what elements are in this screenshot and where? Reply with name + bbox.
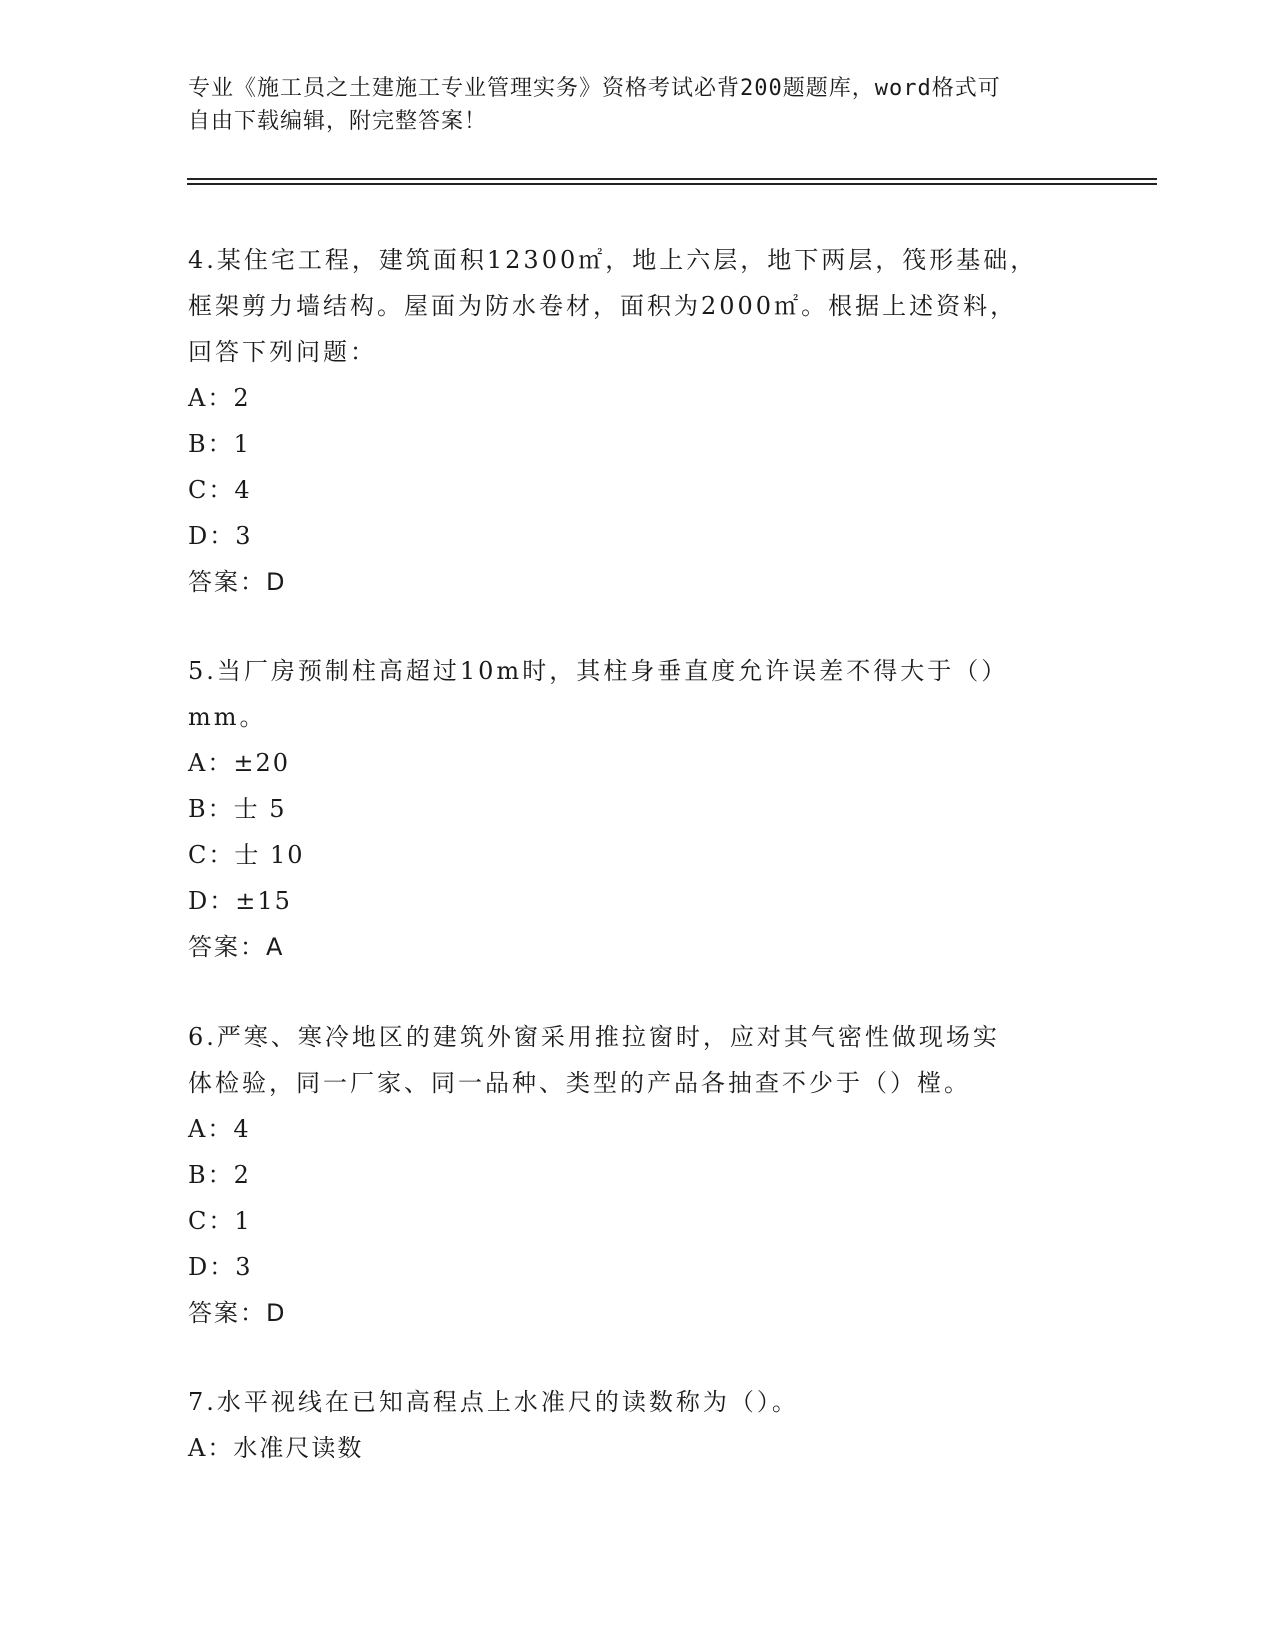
option-text: 2 bbox=[233, 384, 251, 412]
option-key: D： bbox=[188, 522, 236, 550]
option-key: A： bbox=[188, 1115, 234, 1143]
option-key: B： bbox=[188, 795, 234, 823]
option-key: C： bbox=[188, 476, 235, 504]
option-text: 3 bbox=[235, 522, 253, 550]
option-text: 士 10 bbox=[234, 841, 305, 869]
option-a bbox=[188, 1106, 1088, 1152]
question-stem-line: 7.水平视线在已知高程点上水准尺的读数称为（）。 bbox=[188, 1388, 799, 1416]
question-stem-line: 5.当厂房预制柱高超过10m时，其柱身垂直度允许误差不得大于（） bbox=[188, 657, 1009, 685]
option-text: ±15 bbox=[235, 887, 292, 915]
option-c bbox=[188, 1198, 1088, 1244]
option-a bbox=[188, 740, 1088, 786]
option-key: B： bbox=[188, 430, 234, 458]
option-text: 1 bbox=[234, 1207, 252, 1235]
option-text: 1 bbox=[233, 430, 251, 458]
option-b bbox=[188, 786, 1088, 832]
header-line-2: 自由下载编辑，附完整答案！ bbox=[188, 109, 488, 134]
option-key: D： bbox=[188, 887, 236, 915]
question-stem-line: 回答下列问题： bbox=[188, 338, 377, 366]
option-key: C： bbox=[188, 1207, 235, 1235]
header-divider-top bbox=[187, 178, 1157, 180]
question-stem-line: mm。 bbox=[188, 703, 267, 731]
option-d bbox=[188, 1244, 1088, 1290]
question-5 bbox=[188, 648, 1088, 970]
option-text: 2 bbox=[233, 1161, 251, 1189]
question-stem-line: 框架剪力墙结构。屋面为防水卷材，面积为2000㎡。根据上述资料， bbox=[188, 292, 1018, 320]
option-d bbox=[188, 878, 1088, 924]
option-text: 4 bbox=[233, 1115, 251, 1143]
option-a bbox=[188, 375, 1088, 421]
option-c bbox=[188, 832, 1088, 878]
document-header bbox=[188, 72, 1068, 138]
question-4 bbox=[188, 237, 1088, 605]
option-text: ±20 bbox=[233, 749, 290, 777]
option-key: A： bbox=[188, 1434, 234, 1462]
question-6 bbox=[188, 1014, 1088, 1336]
option-b bbox=[188, 421, 1088, 467]
option-key: B： bbox=[188, 1161, 234, 1189]
option-key: D： bbox=[188, 1253, 236, 1281]
question-stem-line: 6.严寒、寒冷地区的建筑外窗采用推拉窗时，应对其气密性做现场实 bbox=[188, 1023, 1000, 1051]
option-key: A： bbox=[188, 749, 234, 777]
answer: 答案：A bbox=[188, 933, 285, 961]
option-key: C： bbox=[188, 841, 235, 869]
option-text: 水准尺读数 bbox=[233, 1434, 364, 1462]
question-7 bbox=[188, 1379, 1088, 1471]
answer: 答案：D bbox=[188, 1299, 287, 1327]
option-text: 3 bbox=[235, 1253, 253, 1281]
answer: 答案：D bbox=[188, 568, 287, 596]
question-stem-line: 体检验，同一厂家、同一品种、类型的产品各抽查不少于（）樘。 bbox=[188, 1069, 971, 1097]
option-b bbox=[188, 1152, 1088, 1198]
question-stem-line: 4.某住宅工程，建筑面积12300㎡，地上六层，地下两层，筏形基础， bbox=[188, 246, 1038, 274]
option-text: 4 bbox=[234, 476, 252, 504]
option-a bbox=[188, 1425, 1088, 1471]
option-key: A： bbox=[188, 384, 234, 412]
header-line-1: 专业《施工员之土建施工专业管理实务》资格考试必背200题题库，word格式可 bbox=[188, 76, 1001, 101]
option-d bbox=[188, 513, 1088, 559]
header-divider-bottom bbox=[187, 183, 1157, 185]
option-c bbox=[188, 467, 1088, 513]
option-text: 士 5 bbox=[233, 795, 287, 823]
